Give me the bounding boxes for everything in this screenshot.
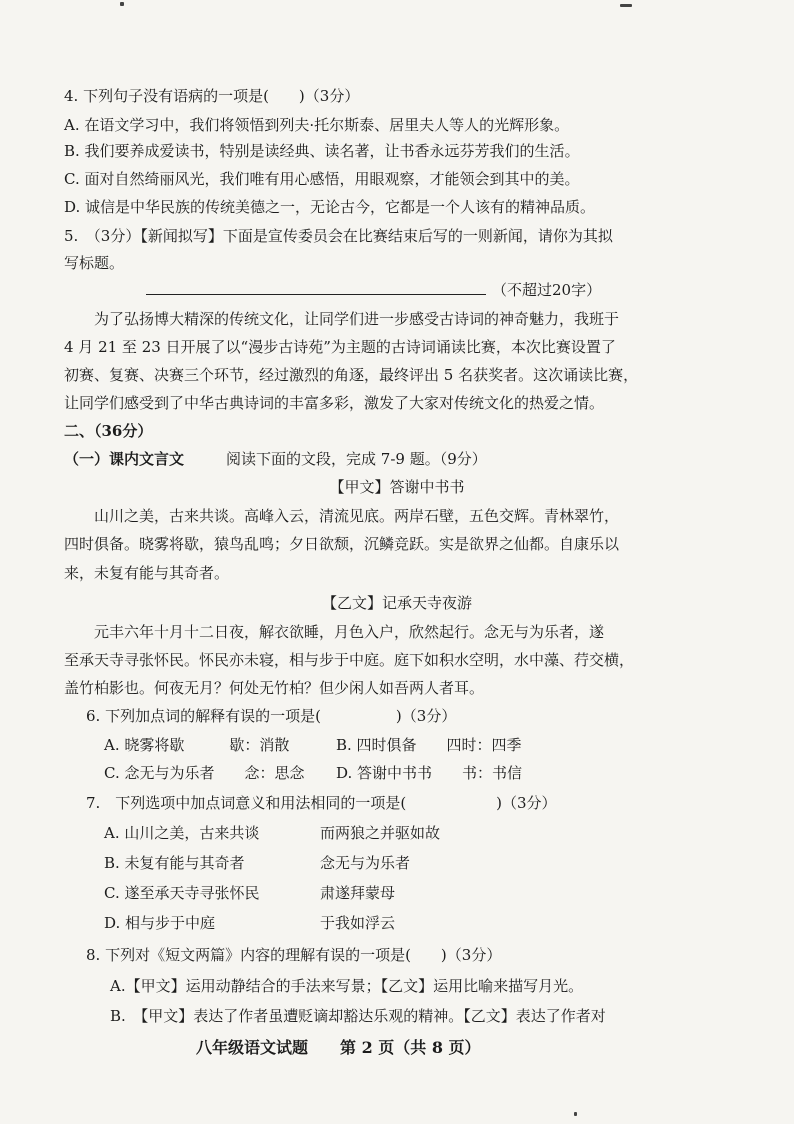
q4-option-a: A. 在语文学习中，我们将领悟到列夫·托尔斯泰、居里夫人等人的光辉形象。 [64,116,570,134]
page-footer: 八年级语文试题 第 2 页（共 8 页） [196,1038,481,1057]
q5-stem-cont: 写标题。 [64,254,125,272]
q7-option-a-right: 而两狼之并驱如故 [320,824,441,842]
passage-line: 山川之美，古来共谈。高峰入云，清流见底。两岸石壁，五色交辉。青林翠竹， [64,507,620,525]
passage-yi-title: 【乙文】记承天寺夜游 [321,594,472,612]
scan-mark [120,2,124,6]
q7-option-a-left: A. 山川之美，古来共谈 [104,824,260,842]
q5-answer-line [146,280,601,300]
scan-mark [620,4,632,7]
passage-line: 元丰六年十月十二日夜，解衣欲睡，月色入户，欣然起行。念无与为乐者，遂 [64,623,605,641]
q6-option-b: B. 四时俱备 四时：四季 [336,736,522,754]
passage-jia-title: 【甲文】答谢中书书 [329,478,465,496]
q6-option-d: D. 答谢中书书 书：书信 [336,764,523,782]
passage-line: 盖竹柏影也。何夜无月？何处无竹柏？但少闲人如吾两人者耳。 [64,679,485,697]
news-line: 4 月 21 至 23 日开展了以“漫步古诗苑”为主题的古诗词诵读比赛，本次比赛设置了 [64,338,616,356]
passage-line: 来，未复有能与其奇者。 [64,564,230,582]
q8-option-a: A.【甲文】运用动静结合的手法来写景；【乙文】运用比喻来描写月光。 [110,977,584,995]
q7-stem: 7. 下列选项中加点词意义和用法相同的一项是( )（3分） [86,794,557,812]
scan-mark [574,1112,577,1116]
q5-stem: 5. （3分）【新闻拟写】下面是宣传委员会在比赛结束后写的一则新闻，请你为其拟 [64,227,613,245]
news-line: 为了弘扬博大精深的传统文化，让同学们进一步感受古诗词的神奇魅力，我班于 [64,310,620,328]
q4-stem: 4. 下列句子没有语病的一项是( )（3分） [64,87,360,105]
q4-option-b: B. 我们要养成爱读书，特别是读经典、读名著，让书香永远芬芳我们的生活。 [64,142,580,160]
q7-option-c-right: 肃遂拜蒙母 [320,884,396,902]
q7-option-b-right: 念无与为乐者 [320,854,411,872]
q7-option-d-left: D. 相与步于中庭 [104,914,216,932]
news-line: 初赛、复赛、决赛三个环节，经过激烈的角逐，最终评出 5 名获奖者。这次诵读比赛， [64,366,639,384]
q7-option-b-left: B. 未复有能与其奇者 [104,854,245,872]
section-instruction: 阅读下面的文段，完成 7-9 题。（9分） [226,450,487,468]
q8-option-b: B. 【甲文】表达了作者虽遭贬谪却豁达乐观的精神。【乙文】表达了作者对 [110,1007,606,1025]
q7-option-d-right: 于我如浮云 [320,914,396,932]
section-subtitle: （一）课内文言文 [64,450,185,468]
answer-blank[interactable] [146,280,486,295]
q4-option-c: C. 面对自然绮丽风光，我们唯有用心感悟，用眼观察，才能领会到其中的美。 [64,170,580,188]
q6-stem: 6. 下列加点词的解释有误的一项是( )（3分） [86,707,457,725]
q5-word-limit: （不超过20字） [492,281,602,299]
passage-line: 四时俱备。晓雾将歇，猿鸟乱鸣；夕日欲颓，沉鳞竞跃。实是欲界之仙都。自康乐以 [64,535,620,553]
news-line: 让同学们感受到了中华古典诗词的丰富多彩，激发了大家对传统文化的热爱之情。 [64,394,605,412]
section-title: 二、（36分） [64,422,153,440]
q8-stem: 8. 下列对《短文两篇》内容的理解有误的一项是( )（3分） [86,946,502,964]
q6-option-c: C. 念无与为乐者 念：思念 [104,764,305,782]
q4-option-d: D. 诚信是中华民族的传统美德之一，无论古今，它都是一个人该有的精神品质。 [64,198,596,216]
passage-line: 至承天寺寻张怀民。怀民亦未寝，相与步于中庭。庭下如积水空明，水中藻、荇交横， [64,651,635,669]
q7-option-c-left: C. 遂至承天寺寻张怀民 [104,884,260,902]
q6-option-a: A. 晓雾将歇 歇：消散 [104,736,290,754]
